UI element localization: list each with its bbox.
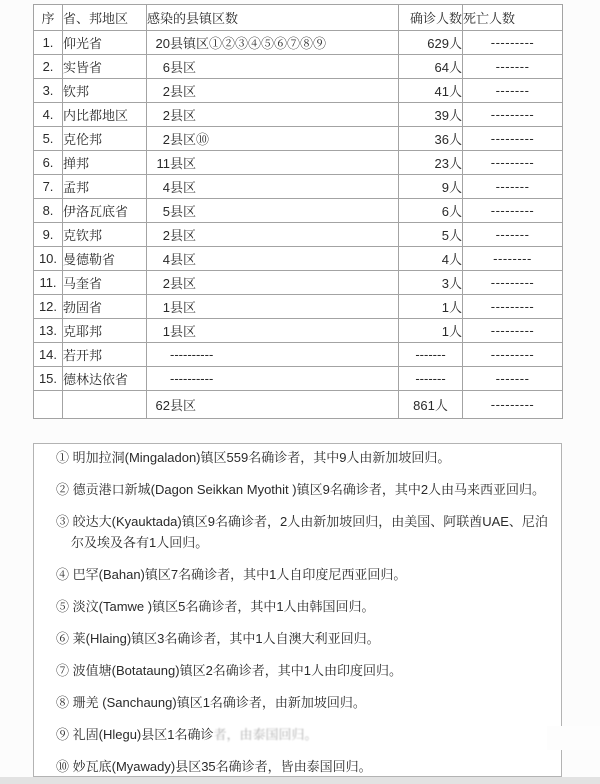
statistics-table <box>33 4 563 419</box>
infected-suffix: 县区 <box>170 180 197 195</box>
infected-cell <box>147 367 399 391</box>
infected-count: 20 <box>155 36 170 51</box>
infected-count: 4 <box>162 252 170 267</box>
region-cell: 伊洛瓦底省 <box>63 199 147 223</box>
deaths-cell: --------- <box>463 199 563 223</box>
confirmed-cell: 6人 <box>399 199 463 223</box>
header-deaths: 死亡人数 <box>463 5 563 31</box>
total-row <box>34 391 563 419</box>
footnote-text: 明加拉洞(Mingaladon)镇区559名确诊者，其中9人由新加坡回归。 <box>72 450 451 465</box>
confirmed-cell: 64人 <box>399 55 463 79</box>
region-cell: 克耶邦 <box>63 319 147 343</box>
footnote-number: ① <box>56 450 70 465</box>
deaths-cell: ------- <box>463 367 563 391</box>
infected-suffix: 县区 <box>170 108 197 123</box>
seq-cell: 9. <box>34 223 63 247</box>
confirmed-cell: ------- <box>399 343 463 367</box>
infected-cell <box>147 103 399 127</box>
infected-cell <box>147 31 399 55</box>
table-row <box>34 175 563 199</box>
footnote <box>56 628 553 649</box>
table-row <box>34 127 563 151</box>
deaths-cell: --------- <box>463 31 563 55</box>
infected-cell <box>147 295 399 319</box>
region-cell: 克伦邦 <box>63 127 147 151</box>
confirmed-cell: 861人 <box>399 391 463 419</box>
region-cell: 掸邦 <box>63 151 147 175</box>
deaths-cell: ------- <box>463 55 563 79</box>
seq-cell: 5. <box>34 127 63 151</box>
deaths-cell: ------- <box>463 79 563 103</box>
header-row <box>34 5 563 31</box>
region-cell: 德林达依省 <box>63 367 147 391</box>
infected-count: 2 <box>162 108 170 123</box>
infected-cell <box>147 55 399 79</box>
infected-suffix: 县区 <box>170 252 197 267</box>
table-row <box>34 79 563 103</box>
confirmed-cell: 9人 <box>399 175 463 199</box>
region-cell: 勃固省 <box>63 295 147 319</box>
footnote <box>56 724 553 745</box>
footnote-number: ③ <box>56 514 70 529</box>
infected-cell <box>147 319 399 343</box>
region-cell: 仰光省 <box>63 31 147 55</box>
infected-cell <box>147 175 399 199</box>
table-row <box>34 151 563 175</box>
deaths-cell: --------- <box>463 391 563 419</box>
infected-suffix: 县区 <box>170 324 197 339</box>
footnote <box>56 692 553 713</box>
photo-edge-strip <box>0 777 600 784</box>
region-cell: 钦邦 <box>63 79 147 103</box>
deaths-cell: --------- <box>463 151 563 175</box>
seq-cell: 12. <box>34 295 63 319</box>
footnote-text: 巴罕(Bahan)镇区7名确诊者，其中1人自印度尼西亚回归。 <box>72 567 407 582</box>
confirmed-cell: 1人 <box>399 295 463 319</box>
seq-cell: 11. <box>34 271 63 295</box>
table-row <box>34 55 563 79</box>
seq-cell: 8. <box>34 199 63 223</box>
confirmed-cell: ------- <box>399 367 463 391</box>
footnote-text: 妙瓦底(Myawady)县区35名确诊者，皆由泰国回归。 <box>72 759 372 774</box>
infected-cell <box>147 199 399 223</box>
infected-suffix: ---------- <box>170 371 214 386</box>
footnote-number: ⑤ <box>56 599 70 614</box>
seq-cell: 3. <box>34 79 63 103</box>
seq-cell: 14. <box>34 343 63 367</box>
table-row <box>34 343 563 367</box>
table-body <box>34 31 563 419</box>
footnote <box>56 660 553 681</box>
deaths-cell: ------- <box>463 175 563 199</box>
infected-count: 6 <box>162 60 170 75</box>
footnote <box>56 447 553 468</box>
infected-cell <box>147 127 399 151</box>
infected-suffix: 县区⑩ <box>170 132 210 147</box>
infected-cell <box>147 343 399 367</box>
infected-count: 2 <box>162 276 170 291</box>
deaths-cell: --------- <box>463 319 563 343</box>
footnotes-box <box>33 443 562 777</box>
deaths-cell: --------- <box>463 343 563 367</box>
footnote-text: 莱(Hlaing)镇区3名确诊者，其中1人自澳大利亚回归。 <box>72 631 380 646</box>
seq-cell: 13. <box>34 319 63 343</box>
footnote <box>56 564 553 585</box>
footnote-number: ⑦ <box>56 663 70 678</box>
footnote <box>56 756 553 777</box>
infected-count: 62 <box>155 398 170 413</box>
footnote-text: 德贡港口新城(Dagon Seikkan Myothit )镇区9名确诊者，其中2人由马来西亚回归。 <box>72 482 546 497</box>
region-cell: 马奎省 <box>63 271 147 295</box>
footnote-text: 珊羌 (Sanchaung)镇区1名确诊者，由新加坡回归。 <box>72 695 366 710</box>
region-cell: 内比都地区 <box>63 103 147 127</box>
header-region: 省、邦地区 <box>63 5 147 31</box>
infected-suffix: 县区 <box>170 60 197 75</box>
infected-count: 4 <box>162 180 170 195</box>
infected-suffix: 县区 <box>170 398 197 413</box>
smudge-patch <box>547 726 600 750</box>
footnote-text: 礼固(Hlegu)县区1名确诊 <box>72 727 214 742</box>
deaths-cell: --------- <box>463 103 563 127</box>
infected-suffix: ---------- <box>170 347 214 362</box>
infected-suffix: 县镇区①②③④⑤⑥⑦⑧⑨ <box>170 36 327 51</box>
deaths-cell: --------- <box>463 295 563 319</box>
footnote-number: ⑨ <box>56 727 70 742</box>
seq-cell: 6. <box>34 151 63 175</box>
table-row <box>34 295 563 319</box>
table-row <box>34 367 563 391</box>
confirmed-cell: 23人 <box>399 151 463 175</box>
infected-count: 2 <box>162 84 170 99</box>
footnote <box>56 511 553 553</box>
confirmed-cell: 41人 <box>399 79 463 103</box>
seq-cell: 1. <box>34 31 63 55</box>
table-row <box>34 319 563 343</box>
infected-count: 1 <box>162 324 170 339</box>
infected-cell <box>147 247 399 271</box>
footnote-number: ⑧ <box>56 695 70 710</box>
deaths-cell: ------- <box>463 223 563 247</box>
footnote-text: 淡汶(Tamwe )镇区5名确诊者，其中1人由韩国回归。 <box>72 599 375 614</box>
infected-suffix: 县区 <box>170 84 197 99</box>
header-confirmed: 确诊人数 <box>399 5 463 31</box>
infected-suffix: 县区 <box>170 276 197 291</box>
seq-cell: 15. <box>34 367 63 391</box>
header-infected: 感染的县镇区数 <box>147 5 399 31</box>
table-row <box>34 31 563 55</box>
confirmed-cell: 5人 <box>399 223 463 247</box>
infected-count: 11 <box>156 156 170 171</box>
seq-cell: 2. <box>34 55 63 79</box>
infected-count: 2 <box>162 132 170 147</box>
footnote <box>56 596 553 617</box>
infected-count: 1 <box>162 300 170 315</box>
confirmed-cell: 36人 <box>399 127 463 151</box>
region-cell: 实皆省 <box>63 55 147 79</box>
footnote-number: ⑥ <box>56 631 70 646</box>
infected-count: 2 <box>162 228 170 243</box>
confirmed-cell: 4人 <box>399 247 463 271</box>
infected-cell <box>147 223 399 247</box>
seq-cell: 4. <box>34 103 63 127</box>
region-cell: 孟邦 <box>63 175 147 199</box>
seq-cell: 10. <box>34 247 63 271</box>
table-row <box>34 199 563 223</box>
seq-cell: 7. <box>34 175 63 199</box>
footnote <box>56 479 553 500</box>
infected-suffix: 县区 <box>170 204 197 219</box>
infected-cell <box>147 391 399 419</box>
deaths-cell: -------- <box>463 247 563 271</box>
region-cell: 若开邦 <box>63 343 147 367</box>
infected-cell <box>147 151 399 175</box>
region-cell: 曼德勒省 <box>63 247 147 271</box>
table-row <box>34 247 563 271</box>
footnote-number: ② <box>56 482 70 497</box>
confirmed-cell: 39人 <box>399 103 463 127</box>
table-row <box>34 271 563 295</box>
infected-suffix: 县区 <box>170 156 197 171</box>
deaths-cell: --------- <box>463 127 563 151</box>
seq-cell <box>34 391 63 419</box>
infected-suffix: 县区 <box>170 228 197 243</box>
confirmed-cell: 629人 <box>399 31 463 55</box>
table-row <box>34 103 563 127</box>
footnote-faded-text: 者，由泰国回归。 <box>213 727 318 742</box>
footnote-text: 皎达大(Kyauktada)镇区9名确诊者，2人由新加坡回归，由美国、阿联酋UAE、尼泊尔及埃及各有1人回归。 <box>71 514 548 550</box>
region-cell: 克钦邦 <box>63 223 147 247</box>
infected-suffix: 县区 <box>170 300 197 315</box>
footnote-number: ④ <box>56 567 70 582</box>
deaths-cell: --------- <box>463 271 563 295</box>
infected-cell <box>147 79 399 103</box>
infected-count: 5 <box>162 204 170 219</box>
infected-cell <box>147 271 399 295</box>
footnote-text: 波值塘(Botataung)镇区2名确诊者，其中1人由印度回归。 <box>72 663 403 678</box>
table-header <box>34 5 563 31</box>
confirmed-cell: 3人 <box>399 271 463 295</box>
footnote-number: ⑩ <box>56 759 70 774</box>
confirmed-cell: 1人 <box>399 319 463 343</box>
header-seq: 序 <box>34 5 63 31</box>
table-row <box>34 223 563 247</box>
region-cell <box>63 391 147 419</box>
